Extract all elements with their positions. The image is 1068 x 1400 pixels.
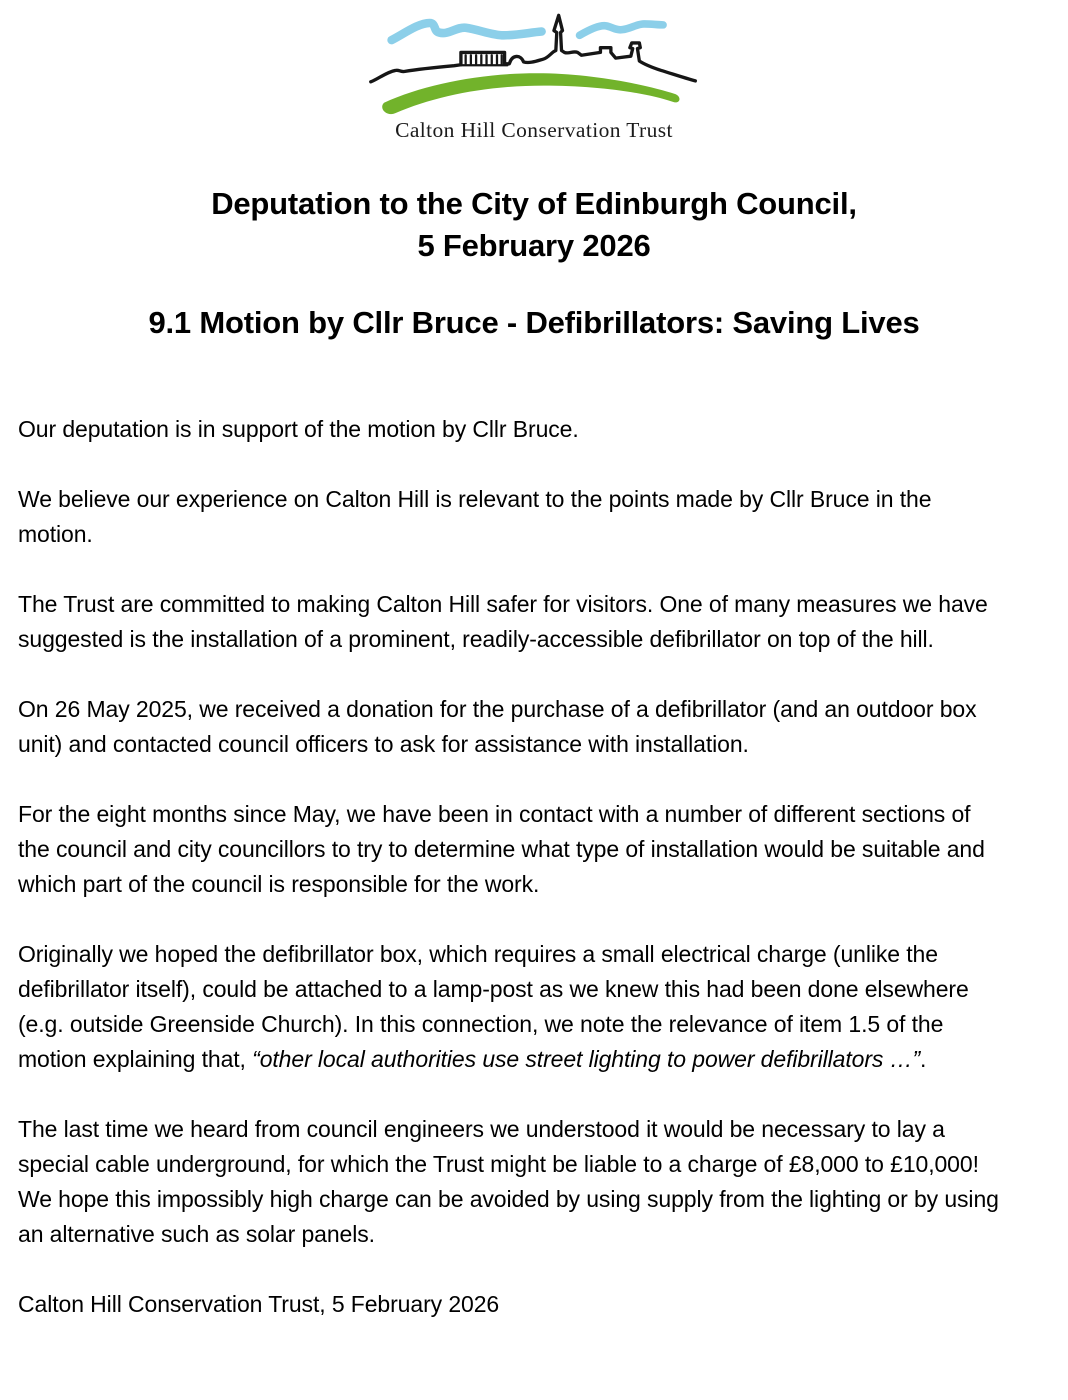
logo-national-monument-columns [460,55,507,65]
paragraph [18,797,1003,902]
motion-subheading: 9.1 Motion by Cllr Bruce - Defibrillators: Saving Lives [148,305,920,340]
paragraph-text: The Trust are committed to making Calton Hill safer for visitors. One of many measures we have suggested is the installation of a prominent, readily-accessible defibrillator on top of the hill. [18,591,988,652]
paragraph-text: The last time we heard from council engineers we understood it would be necessary to lay a special cable underground, for which the Trust might be liable to a charge of £8,000 to £10,000! We hope this impossibly high charge can be avoided by using supply from the lighting or by using an alternative such as solar panels. [18,1116,999,1247]
paragraph [18,412,1003,447]
logo [0,0,1068,143]
paragraph-text: We believe our experience on Calton Hill is relevant to the points made by Cllr Bruce in the motion. [18,486,932,547]
paragraph [18,937,1003,1077]
paragraph-quote-italic: “other local authorities use street lighting to power defibrillators …” [252,1046,921,1072]
signature-line: Calton Hill Conservation Trust, 5 February 2026 [18,1291,500,1317]
document-title-line1: Deputation to the City of Edinburgh Council, [211,186,857,221]
document-title [0,183,1068,267]
paragraph [18,482,1003,552]
paragraph-text: Originally we hoped the defibrillator box, which requires a small electrical charge (unlike the defibrillator itself), could be attached to a lamp-post as we knew this had been done elsewhere (e.g. outside Greenside Church). In this connection, we note the relevance of item 1.5 of the motion explaining that, [18,941,969,1072]
paragraph-text: Our deputation is in support of the motion by Cllr Bruce. [18,416,579,442]
logo-caption: Calton Hill Conservation Trust [395,118,673,142]
paragraph-text: . [920,1046,927,1072]
paragraph-text: For the eight months since May, we have been in contact with a number of different sections of the council and city councillors to try to determine what type of installation would be suitable and which part of the council is responsible for the work. [18,801,985,897]
paragraph [18,692,1003,762]
document-title-line2: 5 February 2026 [417,228,651,263]
logo-sky-right [580,24,664,35]
logo-sky-left [392,23,542,40]
paragraph-text: On 26 May 2025, we received a donation for the purchase of a defibrillator (and an outdoor box unit) and contacted council officers to ask for assistance with installation. [18,696,977,757]
paragraph [18,587,1003,657]
body-paragraphs [0,412,1068,1252]
paragraph [18,1112,1003,1252]
calton-hill-logo-icon [354,4,714,116]
logo-hill-swoosh [382,73,679,114]
